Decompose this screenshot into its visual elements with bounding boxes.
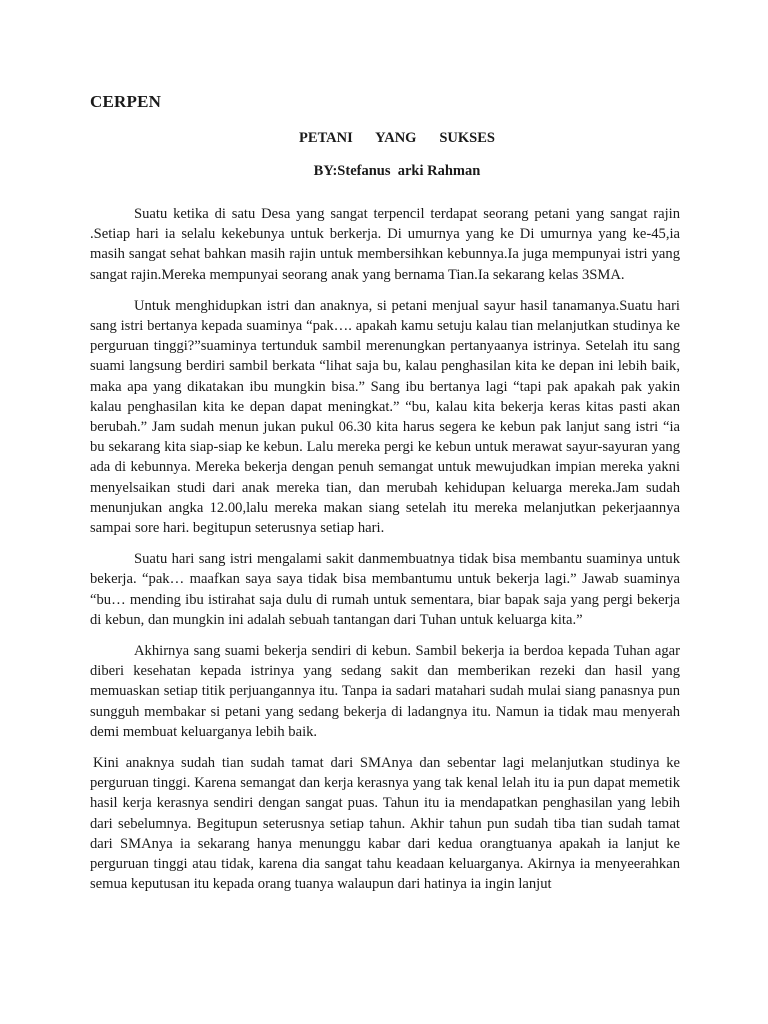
document-heading: CERPEN [90,92,162,111]
paragraph: Suatu ketika di satu Desa yang sangat terpencil terdapat seorang petani yang sangat rajin .Setiap hari ia selalu kekebunya untuk berkerja. Di umurnya yang ke Di umurnya yang ke-45,ia masih sangat sehat bahkan masih rajin untuk membersihkan kebunnya.Ia juga mempunyai istri yang sangat rajin.Mereka mempunyai seorang anak yang bernama Tian.Ia sekarang kelas 3SMA. [90,206,680,283]
story-body [90,204,680,906]
paragraph: Untuk menghidupkan istri dan anaknya, si petani menjual sayur hasil tanamanya.Suatu hari sang istri bertanya kepada suaminya “pak…. apakah kamu setuju kalau tian melanjutkan studinya ke perguruan tinggi?”suaminya tertunduk sambil merenungkan pertanyaanya istrinya. Setelah itu sang suami langsung berdiri sambil berkata “lihat saja bu, kalau penghasilan kita ke depan ini lebih baik, maka apa yang dikatakan ibu mungkin bisa.” Sang ibu bertanya lagi “tapi pak apakah pak yakin kalau penghasilan kita ke depan dapat meningkat.” “bu, kalau kita bekerja keras kitas pasti akan berubah.” Jam sudah menun jukan pukul 06.30 kita harus segera ke kebun pak lanjut sang istri “ia bu sekarang kita siap-siap ke kebun. Lalu mereka pergi ke kebun untuk merawat sayur-sayuran yang ada di kebunnya. Mereka bekerja dengan penuh semangat untuk mewujudkan impian mereka yakni menyelsaikan studi dari anak mereka tian, dan merubah kehidupan keluarga mereka.Jam sudah menunjukan angka 12.00,lalu mereka makan siang setelah itu mereka melanjutkan pekerjaannya sampai sore hari. begitupun seterusnya setiap hari. [90,297,680,537]
paragraph: Akhirnya sang suami bekerja sendiri di kebun. Sambil bekerja ia berdoa kepada Tuhan agar diberi kesehatan kepada istrinya yang sedang sakit dan memberikan rezeki dan hasil yang memuaskan setiap titik perjuangannya itu. Tanpa ia sadari matahari sudah mulai siang panasnya pun sungguh membakar si petani yang sedang bekerja di ladangnya itu. Namun ia tidak mau menyerah demi membuat keluarganya lebih baik. [90,643,680,740]
story-title: PETANI YANG SUKSES [299,130,495,146]
paragraph: Kini anaknya sudah tian sudah tamat dari SMAnya dan sebentar lagi melanjutkan studinya ke perguruan tinggi. Karena semangat dan kerja kerasnya yang tak kenal lelah itu ia pun dapat memetik hasil kerja kerasnya sendiri dengan sangat puas. Tahun itu ia mendapatkan penghasilan yang lebih dari sebelumnya. Begitupun seterusnya setiap tahun. Akhir tahun pun sudah tiba tian sudah tamat dari SMAnya ia sekarang hanya menunggu kabar dari kedua orangtuanya apakah ia lanjut ke perguruan tinggi atau tidak, karena dia sangat tahu keadaan keluarganya. Akirnya ia menyeerahkan semua keputusan itu kepada orang tuanya walaupun dari hatinya ia ingin lanjut [90,755,680,893]
story-author: BY:Stefanus arki Rahman [313,163,481,179]
paragraph: Suatu hari sang istri mengalami sakit danmembuatnya tidak bisa membantu suaminya untuk bekerja. “pak… maafkan saya saya tidak bisa membantumu untuk bekerja lagi.” Jawab suaminya “bu… mending ibu istirahat saja dulu di rumah untuk sementara, biar bapak saja yang pergi bekerja di kebun, dan mungkin ini adalah sebuah tantangan dari Tuhan untuk keluarga kita.” [90,551,680,628]
